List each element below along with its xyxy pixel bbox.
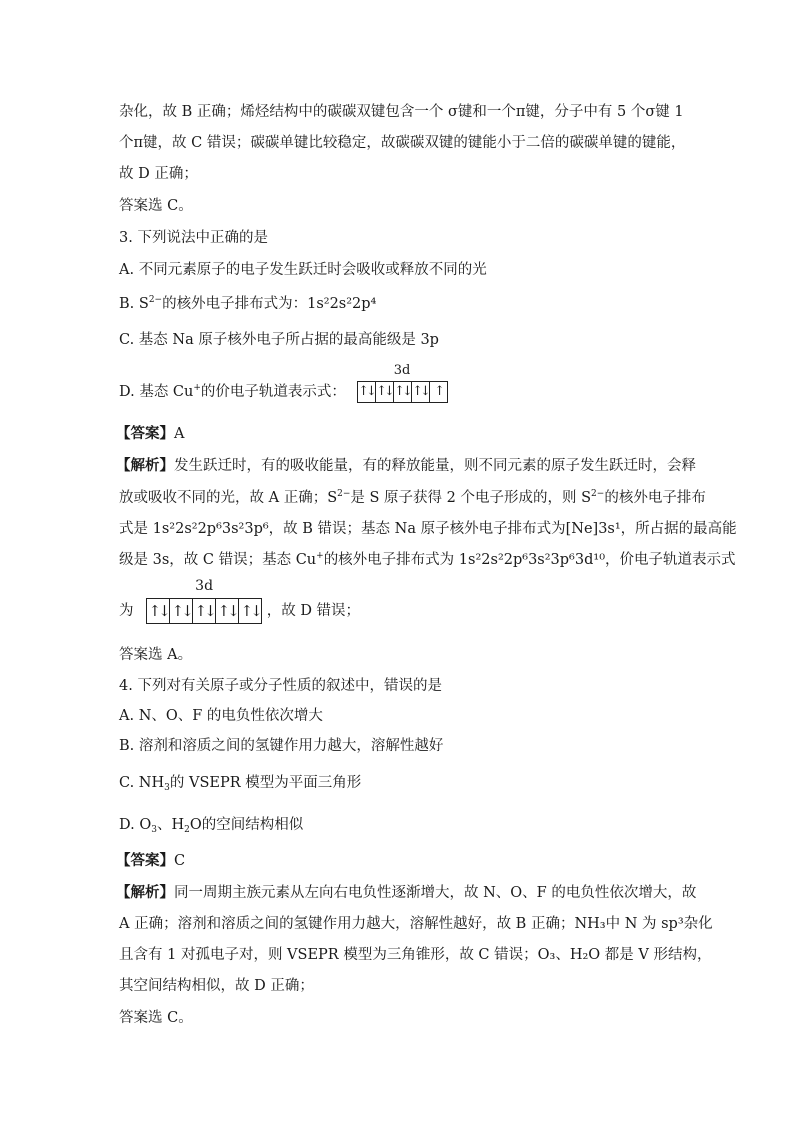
orbital-box: ↑↓ (193, 599, 216, 623)
q4-option-a: A. N、O、F 的电负性依次增大 (119, 708, 323, 724)
q4-analysis-1: 【解析】同一周期主族元素从左向右电负性逐渐增大，故 N、O、F 的电负性依次增大，故 (116, 884, 697, 901)
orbital-label: 3d (195, 578, 214, 594)
q3-stem: 3. 下列说法中正确的是 (119, 230, 268, 246)
orbital-box: ↑↓ (394, 382, 412, 402)
q4-option-b: B. 溶剂和溶质之间的氢键作用力越大，溶解性越好 (119, 738, 444, 754)
orbital-label: 3d (393, 363, 411, 378)
prev-line-3: 故 D 正确； (119, 166, 198, 182)
orbital-box: ↑↓ (147, 599, 170, 623)
q4-stem: 4. 下列对有关原子或分子性质的叙述中，错误的是 (119, 678, 442, 694)
q3-option-b: B. $S^{2-}$的核外电子排布式为：1s²2s²2p⁴ (119, 295, 377, 312)
q3-final-answer: 答案选 A。 (119, 647, 193, 663)
orbital-box: ↑↓ (170, 599, 193, 623)
orbital-diagram-option-d (357, 363, 448, 403)
orbital-diagram-correct (146, 578, 262, 624)
q4-final-answer: 答案选 C。 (119, 1010, 193, 1026)
prev-answer: 答案选 C。 (119, 198, 193, 214)
q3-analysis-5: 为 3d ↑↓ ↑↓ ↑↓ ↑↓ ↑↓ ，故 D 错误； (119, 598, 360, 624)
q3-answer: 【答案】A (116, 425, 185, 442)
q4-option-c: C. $NH_3$的 VSEPR 模型为平面三角形 (119, 775, 362, 793)
prev-line-1: 杂化，故 B 正确；烯烃结构中的碳碳双键包含一个 σ键和一个π键，分子中有 5 个σ键 1 (119, 104, 684, 120)
orbital-box: ↑ (434, 384, 442, 399)
orbital-box: ↑↓ (376, 382, 394, 402)
orbital-box: ↑↓ (240, 602, 260, 620)
q3-analysis-3: 式是 1s²2s²2p⁶3s²3p⁶，故 B 错误；基态 Na 原子核外电子排布式为[Ne]3s¹，所占据的最高能 (119, 521, 737, 537)
q3-option-b-config: 1s²2s²2p⁴ (307, 296, 377, 312)
q4-analysis-3: 且含有 1 对孤电子对，则 VSEPR 模型为三角锥形，故 C 错误；O₃、H₂O 都是 V 形结构， (119, 947, 712, 963)
q3-analysis-1: 【解析】发生跃迁时，有的吸收能量，有的释放能量，则不同元素的原子发生跃迁时，会释 (116, 457, 696, 474)
q3-option-d: D. 基态 Cu+的价电子轨道表示式： 3d ↑↓ ↑↓ ↑↓ ↑↓ ↑ (119, 381, 448, 403)
q3-option-a: A. 不同元素原子的电子发生跃迁时会吸收或释放不同的光 (119, 262, 487, 278)
q3-option-c: C. 基态 Na 原子核外电子所占据的最高能级是 3p (119, 332, 439, 348)
prev-line-2: 个π键，故 C 错误；碳碳单键比较稳定，故碳碳双键的键能小于二倍的碳碳单键的键能， (119, 135, 686, 151)
orbital-box: ↑↓ (412, 382, 430, 402)
orbital-box: ↑↓ (358, 382, 376, 402)
q4-analysis-2: A 正确；溶剂和溶质之间的氢键作用力越大，溶解性越好，故 B 正确；NH₃中 N 为 sp³杂化 (119, 916, 713, 932)
q3-analysis-2: 放或吸收不同的光，故 A 正确；$S^{2-}$是 S 原子获得 2 个电子形成的，则 $S^{2-}$的核外电子排布 (119, 489, 706, 506)
q4-option-d: D. $O_3$、$H_2O$的空间结构相似 (119, 817, 304, 835)
q4-analysis-4: 其空间结构相似，故 D 正确； (119, 978, 314, 994)
q3-analysis-4: 级是 3s，故 C 错误；基态 Cu+的核外电子排布式为 1s²2s²2p⁶3s²3p⁶3d¹⁰，价电子轨道表示式 (119, 551, 736, 568)
q4-answer: 【答案】C (116, 852, 186, 869)
orbital-box: ↑↓ (216, 599, 239, 623)
